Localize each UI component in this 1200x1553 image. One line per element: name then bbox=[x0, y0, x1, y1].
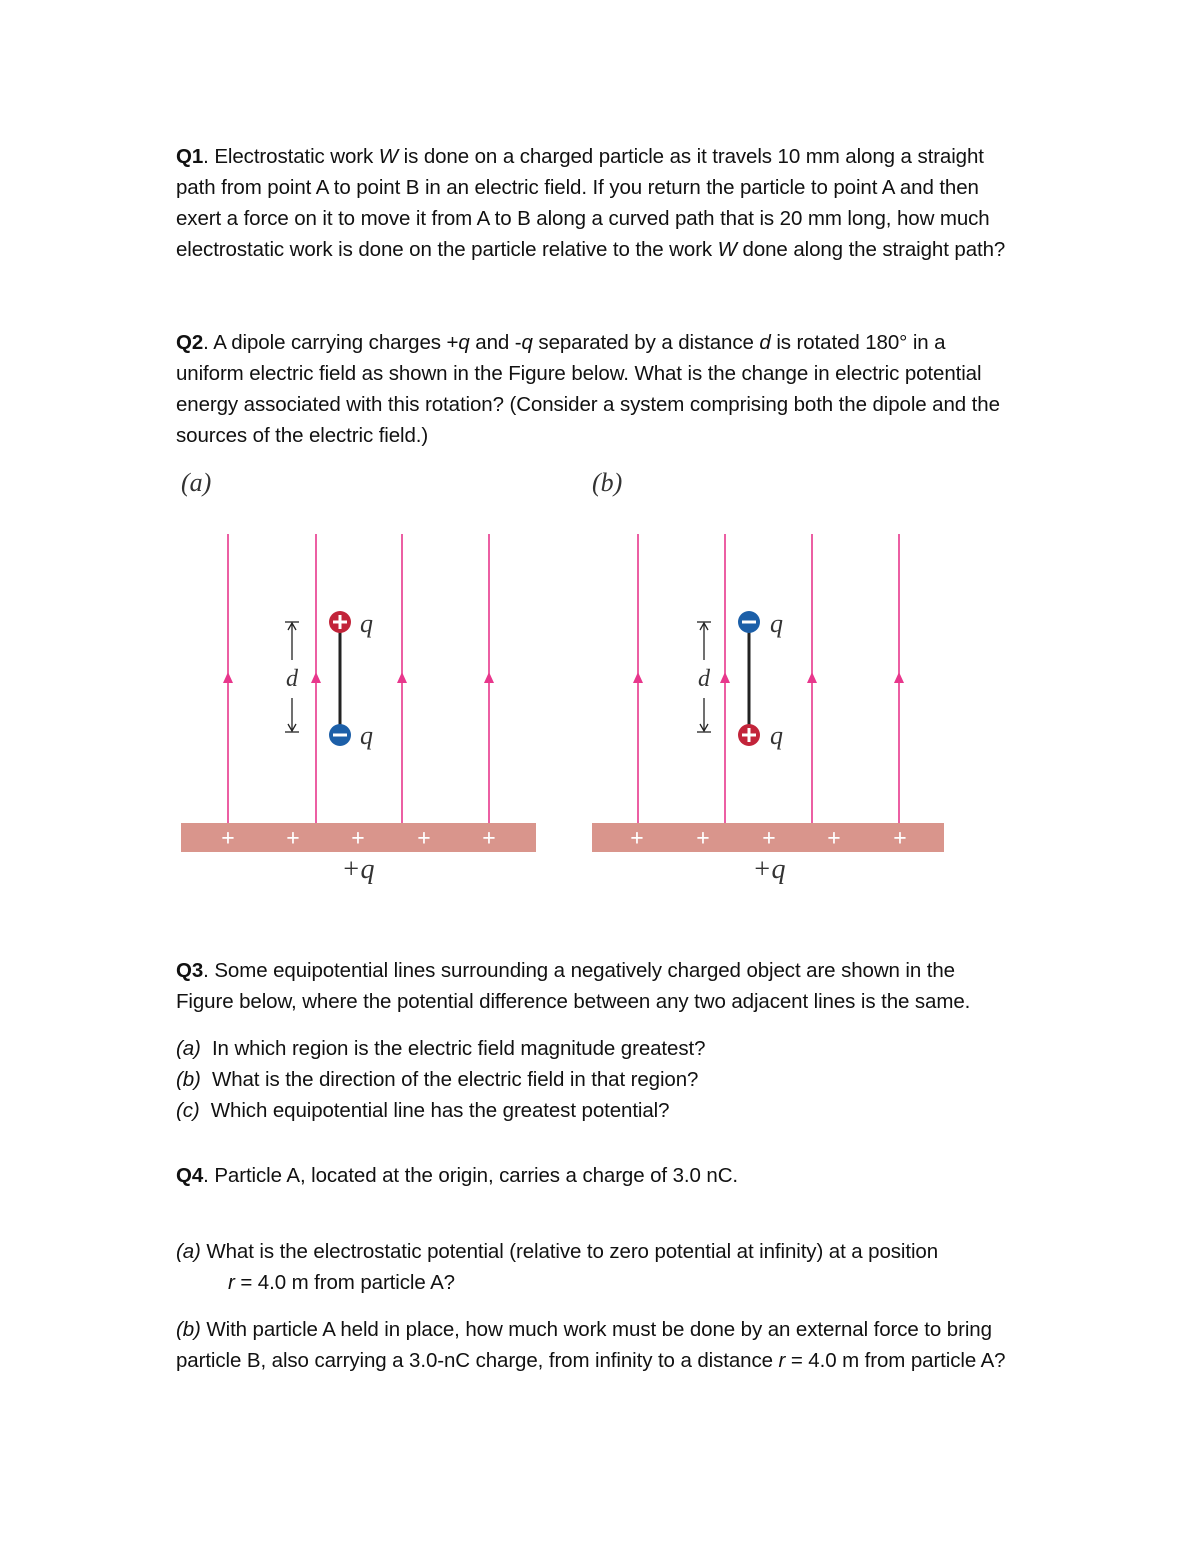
panel-a-negative-charge-icon bbox=[329, 724, 351, 746]
q2-line-3: energy associated with this rotation? (Consider a system comprising both the dipole and the bbox=[176, 393, 1000, 416]
svg-text:+: + bbox=[696, 826, 710, 852]
q4-part-b: (b) With particle A held in place, how much work must be done by an external force to bring particle B, also carrying a 3.0-nC charge, from infinity to a distance r = 4.0 m from particle A? bbox=[176, 1318, 1006, 1372]
question-4 bbox=[176, 1160, 1076, 1191]
panel-a-top-charge-label: q bbox=[360, 609, 373, 638]
question-2 bbox=[176, 327, 1076, 451]
question-1 bbox=[176, 141, 1076, 265]
arrow-up-icon bbox=[223, 672, 233, 683]
panel-a-bottom-charge-label: q bbox=[360, 721, 373, 750]
panel-b-top-charge-label: q bbox=[770, 609, 783, 638]
panel-a-distance-label: d bbox=[286, 666, 298, 692]
panel-a-field-arrows bbox=[223, 672, 494, 683]
panel-a-plate-charge-label: +q bbox=[341, 854, 375, 885]
svg-text:+: + bbox=[286, 826, 300, 852]
q3-line-1: Q3. Some equipotential lines surrounding a negatively charged object are shown in the bbox=[176, 959, 955, 982]
panel-b-distance-label: d bbox=[698, 666, 710, 692]
q1-label: Q1 bbox=[176, 145, 204, 168]
panel-b-bottom-charge-label: q bbox=[770, 721, 783, 750]
q2-line-2: uniform electric field as shown in the Figure below. What is the change in electric potential bbox=[176, 362, 982, 385]
svg-text:+: + bbox=[762, 826, 776, 852]
svg-text:+: + bbox=[221, 826, 235, 852]
q2-line-4: sources of the electric field.) bbox=[176, 424, 429, 447]
panel-a-label: (a) bbox=[181, 468, 212, 497]
panel-b-field-lines bbox=[638, 534, 899, 823]
svg-text:+: + bbox=[630, 826, 644, 852]
q4-label: Q4 bbox=[176, 1164, 204, 1187]
q3-part-a: (a) In which region is the electric field magnitude greatest? bbox=[176, 1037, 706, 1060]
panel-a-field-lines bbox=[228, 534, 489, 823]
arrow-up-icon bbox=[397, 672, 407, 683]
svg-text:+: + bbox=[827, 826, 841, 852]
q3-label: Q3 bbox=[176, 959, 204, 982]
svg-text:+: + bbox=[893, 826, 907, 852]
q3-part-c: (c) Which equipotential line has the greatest potential? bbox=[176, 1099, 670, 1122]
q4-line-1: Q4. Particle A, located at the origin, carries a charge of 3.0 nC. bbox=[176, 1164, 739, 1187]
panel-b-positive-charge-icon bbox=[738, 724, 760, 746]
q3-parts bbox=[176, 1033, 1076, 1126]
panel-b-negative-charge-icon bbox=[738, 611, 760, 633]
panel-a-positive-charge-icon bbox=[329, 611, 351, 633]
dipole-field-figure bbox=[0, 520, 1200, 920]
arrow-up-icon bbox=[807, 672, 817, 683]
question-3 bbox=[176, 955, 1076, 1017]
panel-b-field-arrows bbox=[633, 672, 904, 683]
q3-part-b: (b) What is the direction of the electric field in that region? bbox=[176, 1068, 699, 1091]
arrow-up-icon bbox=[484, 672, 494, 683]
arrow-up-icon bbox=[720, 672, 730, 683]
panel-b-label: (b) bbox=[592, 468, 623, 497]
q3-line-2: Figure below, where the potential difference between any two adjacent lines is the same. bbox=[176, 990, 971, 1013]
q1-line-1: Q1. Electrostatic work W is done on a charged particle as it travels 10 mm along a straight bbox=[176, 145, 984, 168]
svg-text:+: + bbox=[482, 826, 496, 852]
arrow-up-icon bbox=[633, 672, 643, 683]
q1-line-3: exert a force on it to move it from A to B along a curved path that is 20 mm long, how much bbox=[176, 207, 990, 230]
q4-part-a: (a) What is the electrostatic potential (relative to zero potential at infinity) at a position r = 4.0 m from particle A? bbox=[176, 1240, 939, 1294]
panel-b-plate-charge-label: +q bbox=[752, 854, 786, 885]
svg-text:+: + bbox=[351, 826, 365, 852]
q1-line-2: path from point A to point B in an electric field. If you return the particle to point A and then bbox=[176, 176, 979, 199]
arrow-up-icon bbox=[894, 672, 904, 683]
q1-line-4: electrostatic work is done on the particle relative to the work W done along the straight path? bbox=[176, 238, 1006, 261]
q2-line-1: Q2. A dipole carrying charges +q and -q separated by a distance d is rotated 180° in a bbox=[176, 331, 946, 354]
arrow-up-icon bbox=[311, 672, 321, 683]
q2-label: Q2 bbox=[176, 331, 204, 354]
svg-text:+: + bbox=[417, 826, 431, 852]
